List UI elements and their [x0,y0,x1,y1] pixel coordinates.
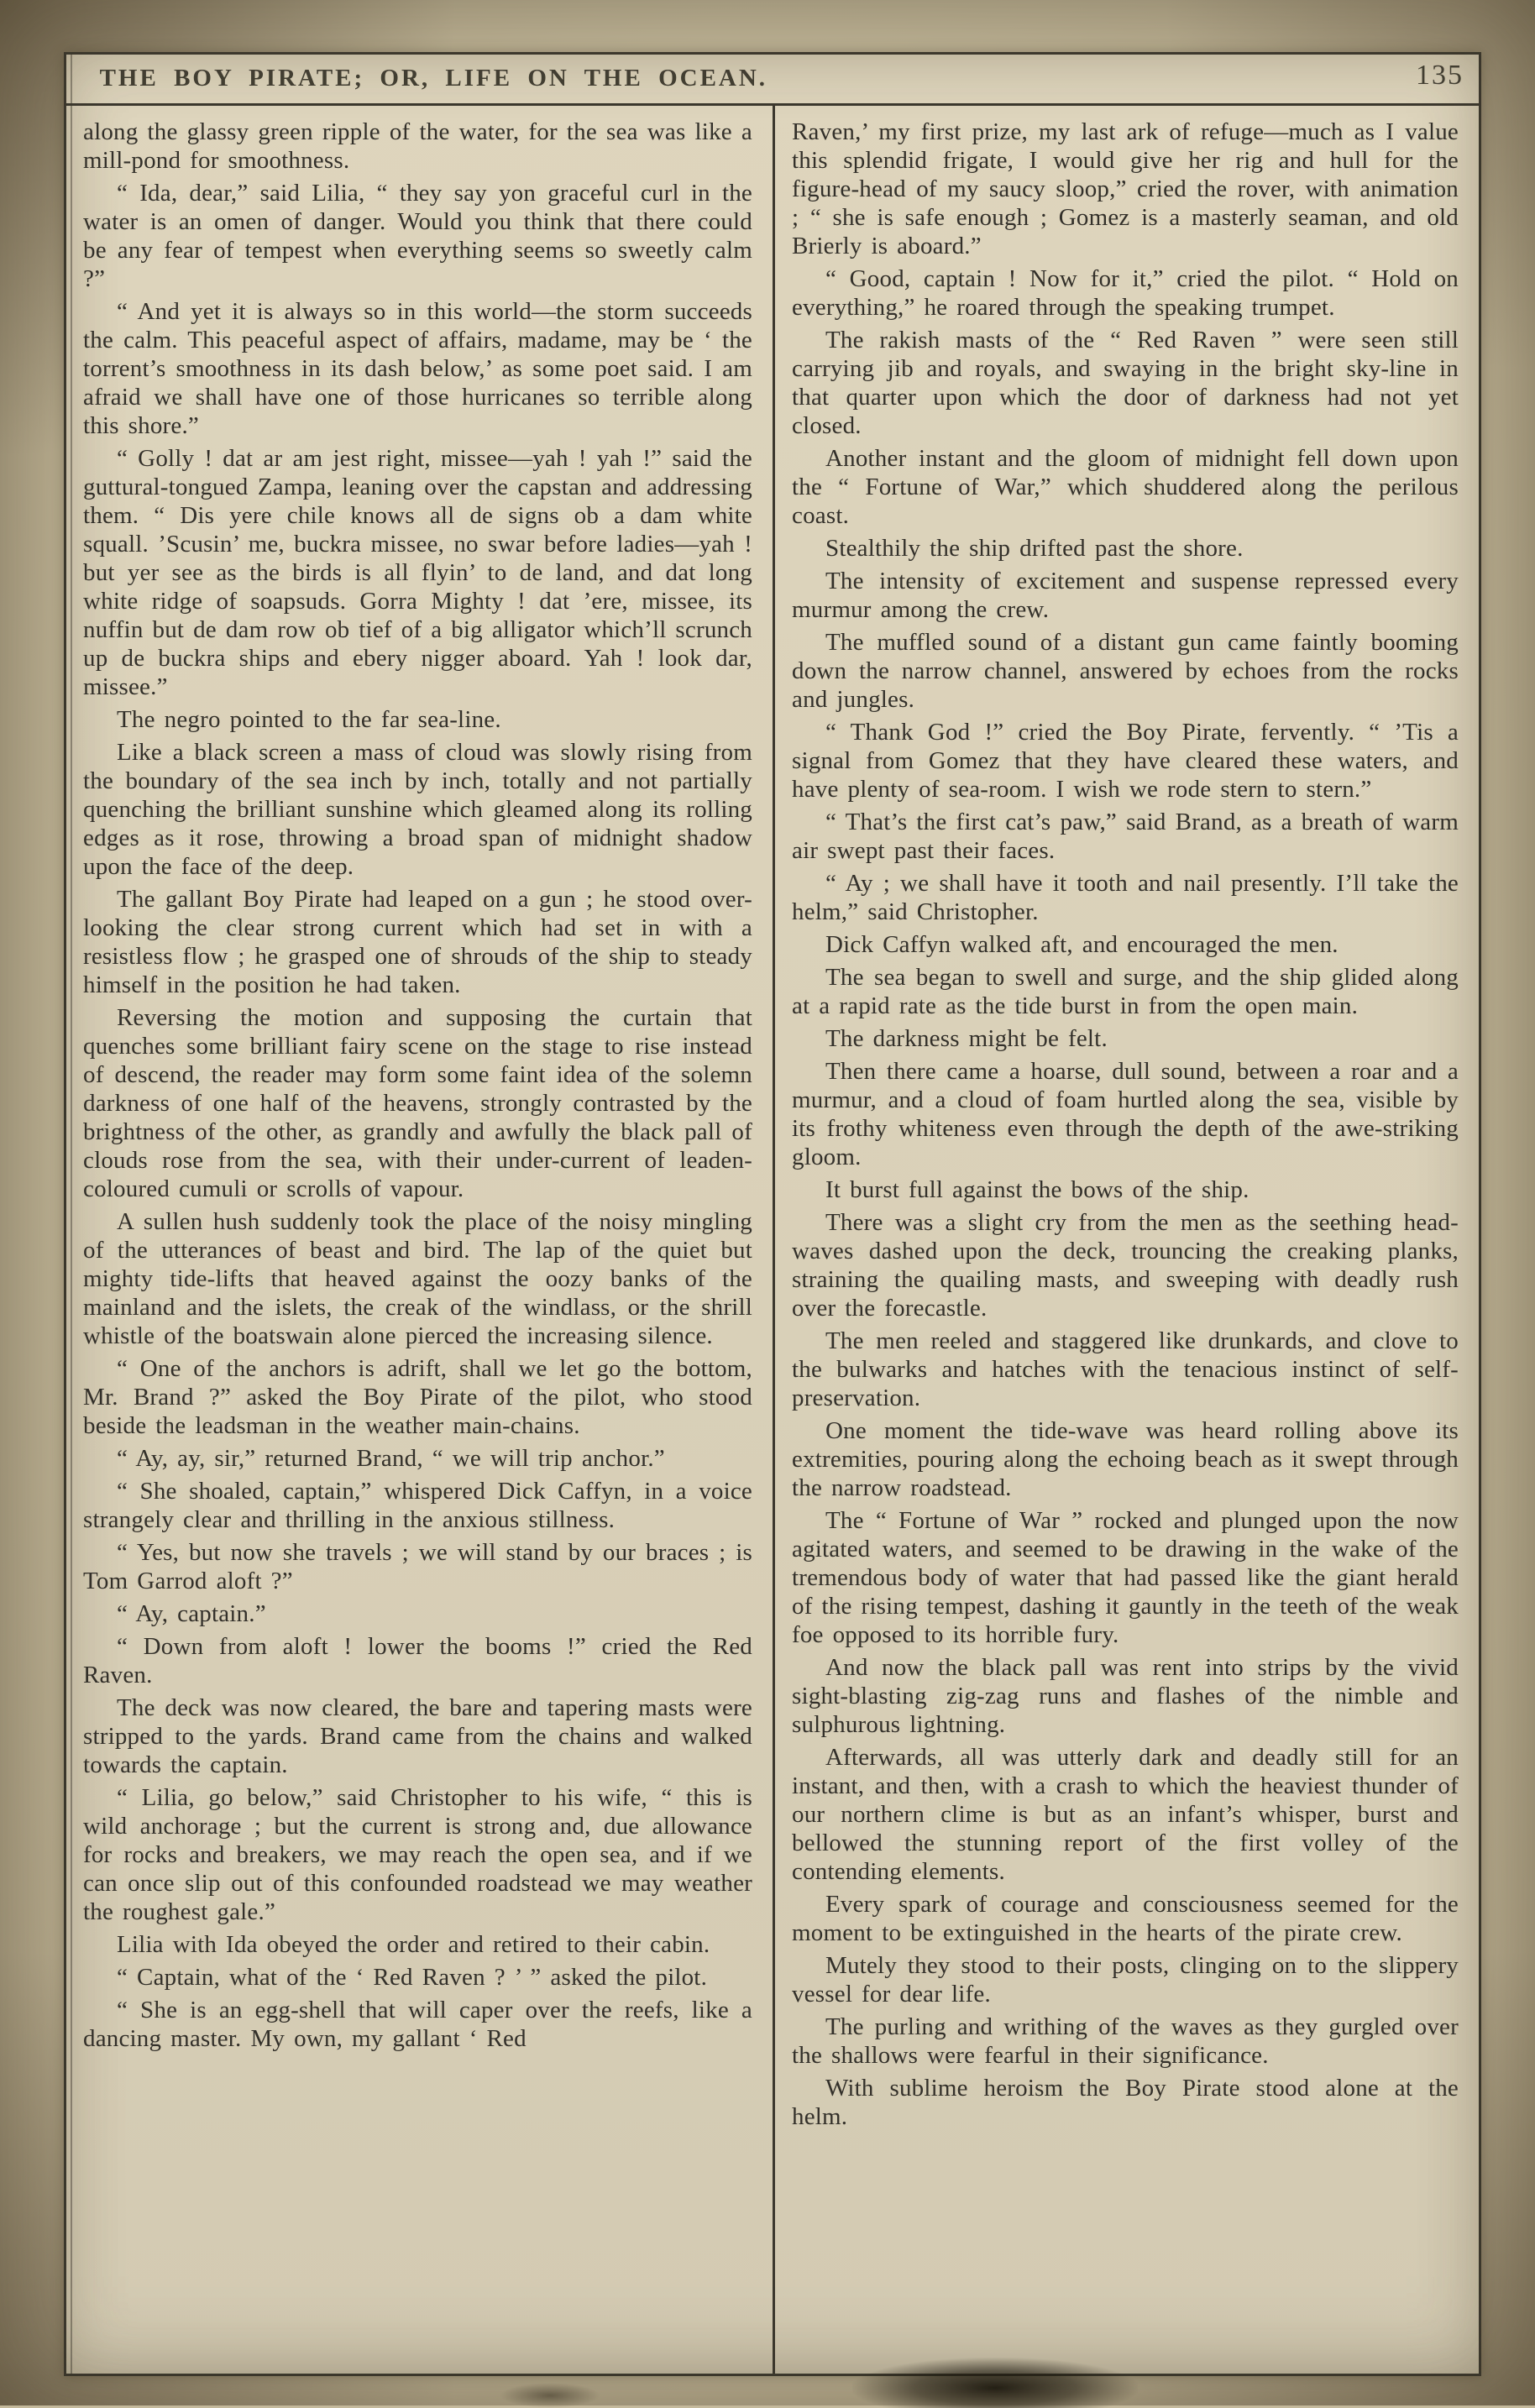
paragraph: And now the black pall was rent into strips by the vivid sight-blasting zig-zag runs and flashes of the nimble and sulphurous lightning. [792,1654,1459,1738]
text-columns [66,106,1479,2374]
paragraph: The darkness might be felt. [825,1025,1108,1052]
paragraph: The sea began to swell and surge, and the ship glided along at a rapid rate as the tide burst in from the open main. [792,964,1459,1019]
paragraph: “ Thank God !” cried the Boy Pirate, fervently. “ ’Tis a signal from Gomez that they have cleared these waters, and have plenty of sea-room. I wish we rode stern to stern.” [792,719,1459,803]
paragraph: The gallant Boy Pirate had leaped on a gun ; he stood over-looking the clear strong current which had set in with a resistless flow ; he grasped one of shrouds of the ship to steady himself in the position he had taken. [83,886,752,998]
paragraph: The negro pointed to the far sea-line. [117,706,501,733]
paragraph: The purling and writhing of the waves as they gurgled over the shallows were fearful in their significance. [792,2013,1459,2069]
paragraph: The deck was now cleared, the bare and tapering masts were stripped to the yards. Brand came from the chains and walked towards the captain. [83,1694,752,1778]
paragraph: It burst full against the bows of the ship. [825,1176,1249,1203]
paragraph: “ Lilia, go below,” said Christopher to his wife, “ this is wild anchorage ; but the current is strong and, due allowance for rocks and breakers, we may reach the open sea, and if we can once slip out of this confounded roadstead we may weather the roughest gale.” [83,1784,752,1925]
paragraph: Like a black screen a mass of cloud was slowly rising from the boundary of the sea inch by inch, totally and not partially quenching the brilliant sunshine which gleamed along its rolling edges as it rose, throwing a broad span of midnight shadow upon the face of the deep. [83,739,752,880]
paragraph: “ Ay ; we shall have it tooth and nail presently. I’ll take the helm,” said Christopher. [792,870,1459,925]
paragraph: The men reeled and staggered like drunkards, and clove to the bulwarks and hatches with the tenacious instinct of self-preservation. [792,1327,1459,1411]
paragraph: The “ Fortune of War ” rocked and plunged upon the now agitated waters, and seemed to be drawing in the wake of the tremendous body of water that had passed like the giant herald of the rising tempest, dashing it gauntly in the teeth of the weak foe opposed to its horrible fury. [792,1507,1459,1648]
ink-smudge-small [500,2383,600,2408]
paragraph: Dick Caffyn walked aft, and encouraged the men. [825,931,1339,958]
paragraph: Then there came a hoarse, dull sound, between a roar and a murmur, and a cloud of foam hurtled along the sea, visible by its frothy whiteness even through the depth of the awe-striking gloom. [792,1058,1459,1170]
paragraph: “ Yes, but now she travels ; we will stand by our braces ; is Tom Garrod aloft ?” [83,1539,752,1594]
page-frame [64,52,1481,2376]
paragraph: The muffled sound of a distant gun came faintly booming down the narrow channel, answered by echoes from the rocks and jungles. [792,629,1459,713]
paragraph: With sublime heroism the Boy Pirate stood alone at the helm. [792,2075,1459,2130]
paragraph: “ Ida, dear,” said Lilia, “ they say yon graceful curl in the water is an omen of danger. Would you think that there could be any fear of tempest when everything seems so sweetly calm ?” [83,180,752,292]
paragraph: “ Golly ! dat ar am jest right, missee—yah ! yah !” said the guttural-tongued Zampa, leaning over the capstan and addressing them. “ Dis yere chile knows all de signs ob a dam white squall. ’Scusin’ me, buckra missee, no swar before ladies—yah ! but yer see as the birds is all flyin’ to de land, and dat long white ridge of soapsuds. Gorra Mighty ! dat ’ere, missee, its nuffin but de dam row ob tief of a big alligator which’ll scrunch up de buckra ships and ebery nigger aboard. Yah ! look dar, missee.” [83,445,752,700]
page-number: 135 [1416,60,1464,91]
paragraph: Raven,’ my first prize, my last ark of refuge—much as I value this splendid frigate, I would give her rig and hull for the figure-head of my saucy sloop,” cried the rover, with animation ; “ she is safe enough ; Gomez is a masterly seaman, and old Brierly is aboard.” [792,118,1459,259]
paragraph: “ One of the anchors is adrift, shall we let go the bottom, Mr. Brand ?” asked the Boy Pirate of the pilot, who stood beside the leadsman in the weather main-chains. [83,1355,752,1439]
paragraph: “ Down from aloft ! lower the booms !” cried the Red Raven. [83,1633,752,1688]
paragraph: “ She is an egg-shell that will caper over the reefs, like a dancing master. My own, my gallant ‘ Red [83,1997,752,2052]
paragraph: One moment the tide-wave was heard rolling above its extremities, pouring along the echoing beach as it swept through the narrow roadstead. [792,1417,1459,1501]
paragraph: A sullen hush suddenly took the place of the noisy mingling of the utterances of beast and bird. The lap of the quiet but mighty tide-lifts that heaved against the oozy banks of the mainland and the islets, the creak of the windlass, or the shrill whistle of the boatswain alone pierced the increasing silence. [83,1208,752,1349]
paragraph: “ Good, captain ! Now for it,” cried the pilot. “ Hold on everything,” he roared through the speaking trumpet. [792,265,1459,321]
paragraph: “ That’s the first cat’s paw,” said Brand, as a breath of warm air swept past their faces. [792,809,1459,864]
paragraph: “ And yet it is always so in this world—the storm succeeds the calm. This peaceful aspect of affairs, madame, may be ‘ the torrent’s smoothness in its dash below,’ as some poet said. I am afraid we shall have one of those hurricanes so terrible along this shore.” [83,298,752,439]
paragraph: Mutely they stood to their posts, clinging on to the slippery vessel for dear life. [792,1952,1459,2008]
paragraph: Reversing the motion and supposing the curtain that quenches some brilliant fairy scene on the stage to rise instead of descend, the reader may form some faint idea of the solemn darkness of one half of the heavens, strongly contrasted by the brightness of the other, as grandly and awfully the black pall of clouds rose from the sea, with their under-current of leaden-coloured cumuli or scrolls of vapour. [83,1004,752,1202]
paragraph: The rakish masts of the “ Red Raven ” were seen still carrying jib and royals, and swaying in the bright sky-line in that quarter upon which the door of darkness had not yet closed. [792,327,1459,439]
paragraph: Stealthily the ship drifted past the shore. [825,535,1244,562]
paragraph: Lilia with Ida obeyed the order and retired to their cabin. [117,1931,710,1958]
paragraph: “ Ay, ay, sir,” returned Brand, “ we will trip anchor.” [117,1445,665,1472]
paragraph: “ She shoaled, captain,” whispered Dick Caffyn, in a voice strangely clear and thrilling in the anxious stillness. [83,1478,752,1533]
paragraph: “ Captain, what of the ‘ Red Raven ? ’ ” asked the pilot. [117,1964,708,1991]
paragraph: Afterwards, all was utterly dark and deadly still for an instant, and then, with a crash to which the heaviest thunder of our northern clime is but as an infant’s whisper, burst and bellowed the stunning report of the first volley of the contending elements. [792,1744,1459,1885]
right-column [773,106,1479,2374]
paragraph: Every spark of courage and consciousness seemed for the moment to be extinguished in the hearts of the pirate crew. [792,1891,1459,1946]
paragraph: “ Ay, captain.” [117,1600,266,1627]
paragraph: along the glassy green ripple of the water, for the sea was like a mill-pond for smoothness. [83,118,752,174]
running-head [66,55,1479,106]
page-title: THE BOY PIRATE; OR, LIFE ON THE OCEAN. [99,65,768,92]
paragraph: The intensity of excitement and suspense repressed every murmur among the crew. [792,568,1459,623]
paragraph: There was a slight cry from the men as the seething head-waves dashed upon the deck, trouncing the creaking planks, straining the quailing masts, and sweeping with deadly rush over the forecastle. [792,1209,1459,1322]
left-column [66,106,773,2374]
paragraph: Another instant and the gloom of midnight fell down upon the “ Fortune of War,” which shuddered along the perilous coast. [792,445,1459,529]
